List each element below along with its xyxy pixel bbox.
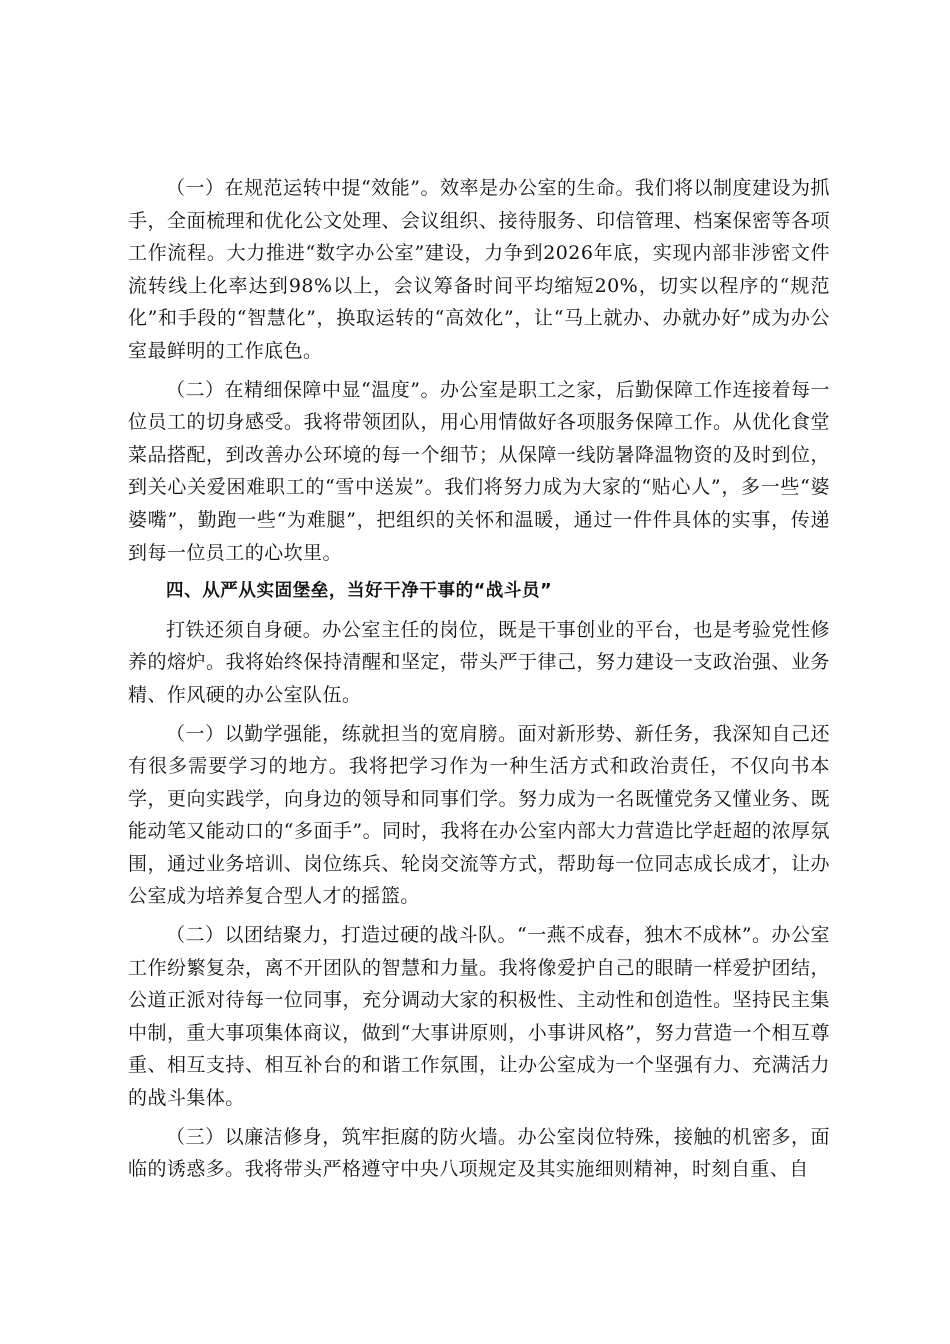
paragraph-efficiency: （一）在规范运转中提“效能”。效率是办公室的生命。我们将以制度建设为抓手，全面梳理和优化公文处理、会议组织、接待服务、印信管理、档案保密等各项工作流程。大力推进“数字办公室”建设，力争到2026年底，实现内部非涉密文件流转线上化率达到98%以上，会议筹备时间平均缩短20%，切实以程序的“规范化”和手段的“智慧化”，换取运转的“高效化”，让“马上就办、办就办好”成为办公室最鲜明的工作底色。 — [128, 177, 830, 362]
paragraph-study: （一）以勤学强能，练就担当的宽肩膀。面对新形势、新任务，我深知自己还有很多需要学习的地方。我将把学习作为一种生活方式和政治责任，不仅向书本学，更向实践学，向身边的领导和同事们学。努力成为一名既懂党务又懂业务、既能动笔又能动口的“多面手”。同时，我将在办公室内部大力营造比学赶超的浓厚氛围，通过业务培训、岗位练兵、轮岗交流等方式，帮助每一位同志成长成才，让办公室成为培养复合型人才的摇篮。 — [128, 722, 830, 908]
paragraph-unity: （二）以团结聚力，打造过硬的战斗队。“一燕不成春，独木不成林”。办公室工作纷繁复杂，离不开团队的智慧和力量。我将像爱护自己的眼睛一样爱护团结，公道正派对待每一位同事，充分调动大家的积极性、主动性和创造性。坚持民主集中制，重大事项集体商议，做到“大事讲原则，小事讲风格”，努力营造一个相互尊重、相互支持、相互补台的和谐工作氛围，让办公室成为一个坚强有力、充满活力的战斗集体。 — [128, 924, 830, 1110]
paragraph-integrity: （三）以廉洁修身，筑牢拒腐的防火墙。办公室岗位特殊，接触的机密多，面临的诱惑多。我将带头严格遵守中央八项规定及其实施细则精神，时刻自重、自 — [128, 1125, 830, 1181]
paragraph-warmth: （二）在精细保障中显“温度”。办公室是职工之家，后勤保障工作连接着每一位员工的切身感受。我将带领团队，用心用情做好各项服务保障工作。从优化食堂菜品搭配，到改善办公环境的每一个细节；从保障一线防暑降温物资的及时到位，到关心关爱困难职工的“雪中送炭”。我们将努力成为大家的“贴心人”，多一些“婆婆嘴”，勤跑一些“为难腿”，把组织的关怀和温暖，通过一件件具体的实事，传递到每一位员工的心坎里。 — [128, 378, 830, 564]
document-page — [128, 172, 830, 1192]
section-heading-four: 四、从严从实固堡垒，当好干净干事的“战斗员” — [166, 581, 553, 602]
paragraph-section-intro: 打铁还须自身硬。办公室主任的岗位，既是干事创业的平台，也是考验党性修养的熔炉。我将始终保持清醒和坚定，带头严于律己，努力建设一支政治强、业务精、作风硬的办公室队伍。 — [128, 618, 830, 706]
